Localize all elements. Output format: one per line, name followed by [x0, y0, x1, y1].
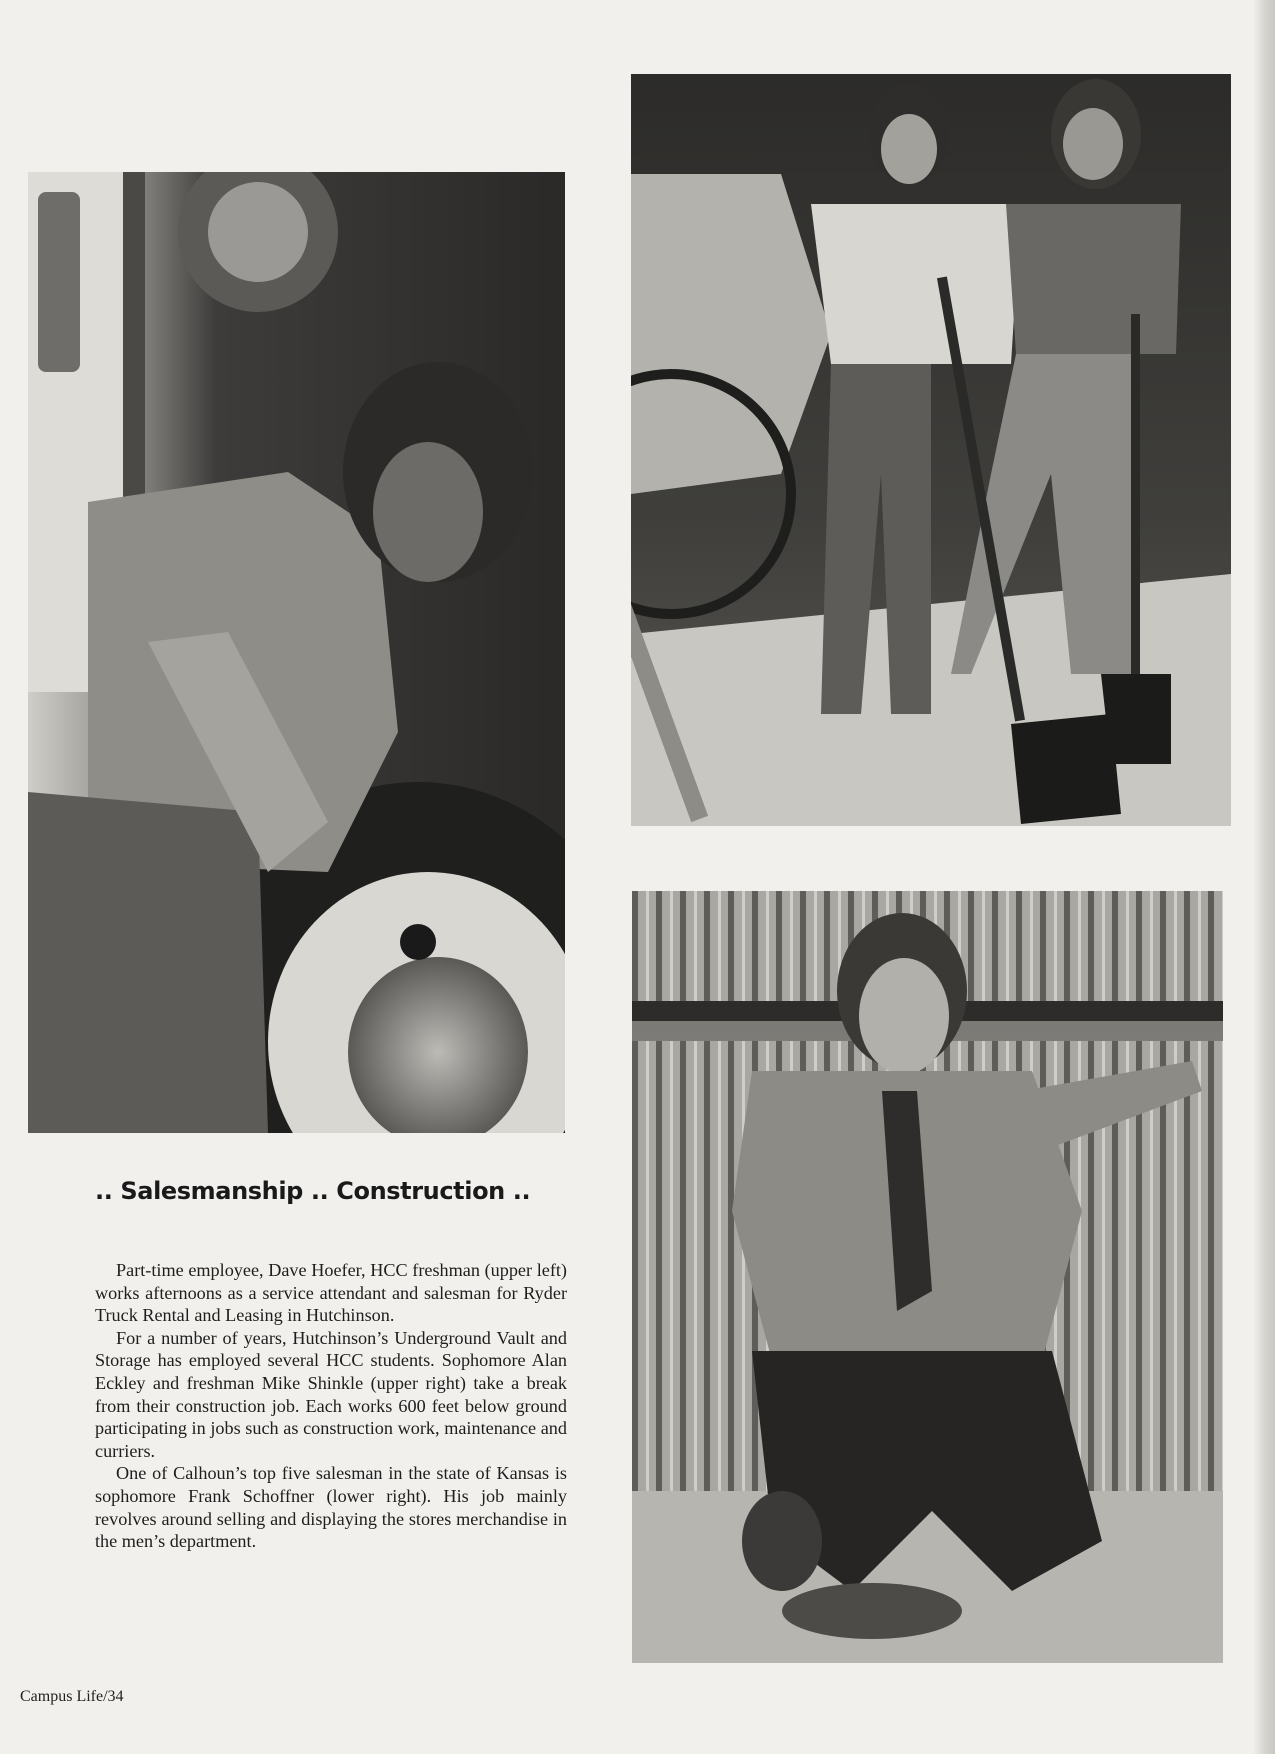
- headline: .. Salesmanship .. Construction ..: [95, 1177, 531, 1205]
- paragraph-frank-schoffner: One of Calhoun’s top five salesman in the state of Kansas is sophomore Frank Schoffner (lower right). His job mainly revolves around selling and displaying the stores merchandise in the men’s department.: [95, 1463, 567, 1552]
- page-folio: Campus Life/34: [20, 1688, 124, 1705]
- paragraph-dave-hoefer: Part-time employee, Dave Hoefer, HCC freshman (upper left) works afternoons as a service attendant and salesman for Ryder Truck Rental and Leasing in Hutchinson.: [95, 1260, 567, 1326]
- mechanic-at-truck-tire-photo: [28, 172, 565, 1133]
- binding-shadow: [1253, 0, 1275, 1754]
- paragraph-underground-vault: For a number of years, Hutchinson’s Underground Vault and Storage has employed several HCC students. Sophomore Alan Eckley and freshman Mike Shinkle (upper right) take a break from their construction job. Each works 600 feet below ground participating in jobs such as construction work, maintenance and curriers.: [95, 1327, 567, 1461]
- salesman-at-clothing-rack-photo: [632, 891, 1223, 1663]
- two-workers-with-shovels-photo: [631, 74, 1231, 826]
- article-body: [95, 1259, 567, 1553]
